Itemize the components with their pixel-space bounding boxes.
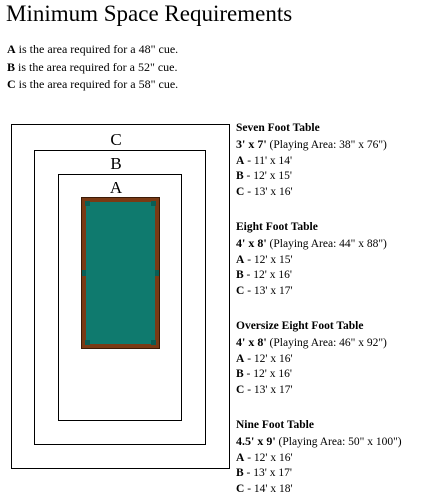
- legend-line-a: [7, 41, 178, 59]
- pocket-top-right: [151, 201, 156, 206]
- spec-title: Seven Foot Table: [236, 122, 320, 134]
- legend-text-b: is the area required for a 52" cue.: [18, 59, 178, 74]
- spec-value-b: 12' x 16': [253, 269, 292, 282]
- spec-line-a: A - 12' x 16': [236, 451, 293, 464]
- spec-title: Oversize Eight Foot Table: [236, 319, 364, 332]
- legend-line-b: [7, 59, 178, 77]
- legend-text-a: is the area required for a 48" cue.: [18, 42, 179, 56]
- spec-line-c: C - 13' x 17': [236, 384, 293, 397]
- spec-line-c: C - 13' x 16': [236, 186, 293, 199]
- spec-seven-foot: [236, 121, 402, 201]
- pocket-middle-right: [155, 270, 159, 276]
- legend-letter-c: C: [7, 77, 16, 91]
- spec-line-c: C - 13' x 17': [236, 285, 293, 298]
- spec-line-b: B - 12' x 16': [236, 368, 292, 381]
- page-title: Minimum Space Requirements: [6, 1, 293, 26]
- spec-value-c: 13' x 16': [253, 186, 293, 199]
- spec-value-b: 13' x 17': [253, 467, 292, 480]
- spec-size: 4' x 8': [236, 334, 267, 349]
- pocket-bottom-left: [85, 340, 90, 345]
- spec-value-a: 12' x 16': [253, 352, 293, 365]
- spec-oversize-eight-foot: [236, 319, 402, 399]
- legend-letter-b: B: [7, 59, 16, 74]
- spec-line-c: C - 14' x 18': [236, 483, 293, 496]
- pocket-middle-left: [82, 270, 86, 276]
- spec-value-c: 13' x 17': [253, 285, 293, 298]
- spec-value-c: 14' x 18': [253, 483, 293, 496]
- spec-title: Nine Foot Table: [236, 418, 314, 431]
- spec-line-a: A - 11' x 14': [236, 154, 293, 167]
- spec-size: 3' x 7': [236, 136, 267, 151]
- spec-value-a: 12' x 15': [253, 253, 293, 266]
- area-b-label: B: [106, 155, 125, 173]
- table-felt: [86, 202, 155, 344]
- spec-title: Eight Foot Table: [236, 220, 318, 233]
- spec-line-a: A - 12' x 16': [236, 352, 293, 365]
- spec-size: 4.5' x 9': [236, 433, 276, 448]
- spec-value-a: 11' x 14': [253, 154, 293, 167]
- spec-value-b: 12' x 16': [253, 368, 292, 381]
- spec-value-a: 12' x 16': [253, 451, 293, 464]
- spec-line-a: A - 12' x 15': [236, 253, 293, 266]
- legend-letter-a: A: [7, 42, 16, 56]
- pool-table-illustration: [81, 197, 160, 349]
- pocket-top-left: [85, 201, 90, 206]
- pocket-bottom-right: [151, 340, 156, 345]
- spec-playing-area: (Playing Area: 38" x 76"): [269, 138, 387, 151]
- area-a-label: A: [106, 179, 126, 197]
- spec-playing-area: (Playing Area: 46" x 92"): [269, 336, 387, 349]
- table-specifications: [236, 121, 402, 498]
- spec-playing-area: (Playing Area: 50" x 100"): [278, 435, 402, 448]
- spec-eight-foot: [236, 220, 402, 300]
- spec-playing-area: (Playing Area: 44" x 88"): [269, 237, 387, 250]
- spec-value-c: 13' x 17': [253, 384, 293, 397]
- legend-text-c: is the area required for a 58" cue.: [18, 77, 179, 91]
- legend-line-c: [7, 76, 178, 94]
- spec-dimensions: [236, 434, 402, 451]
- spec-nine-foot: [236, 418, 402, 498]
- spec-value-b: 12' x 15': [253, 170, 292, 183]
- spec-line-b: B - 12' x 15': [236, 170, 292, 183]
- spec-dimensions: [236, 335, 402, 352]
- area-c-label: C: [106, 131, 125, 149]
- spec-line-b: B - 13' x 17': [236, 467, 292, 480]
- spec-size: 4' x 8': [236, 235, 267, 250]
- spec-dimensions: [236, 236, 402, 253]
- spec-dimensions: [236, 137, 402, 154]
- spec-line-b: B - 12' x 16': [236, 269, 292, 282]
- cue-legend: [7, 41, 178, 94]
